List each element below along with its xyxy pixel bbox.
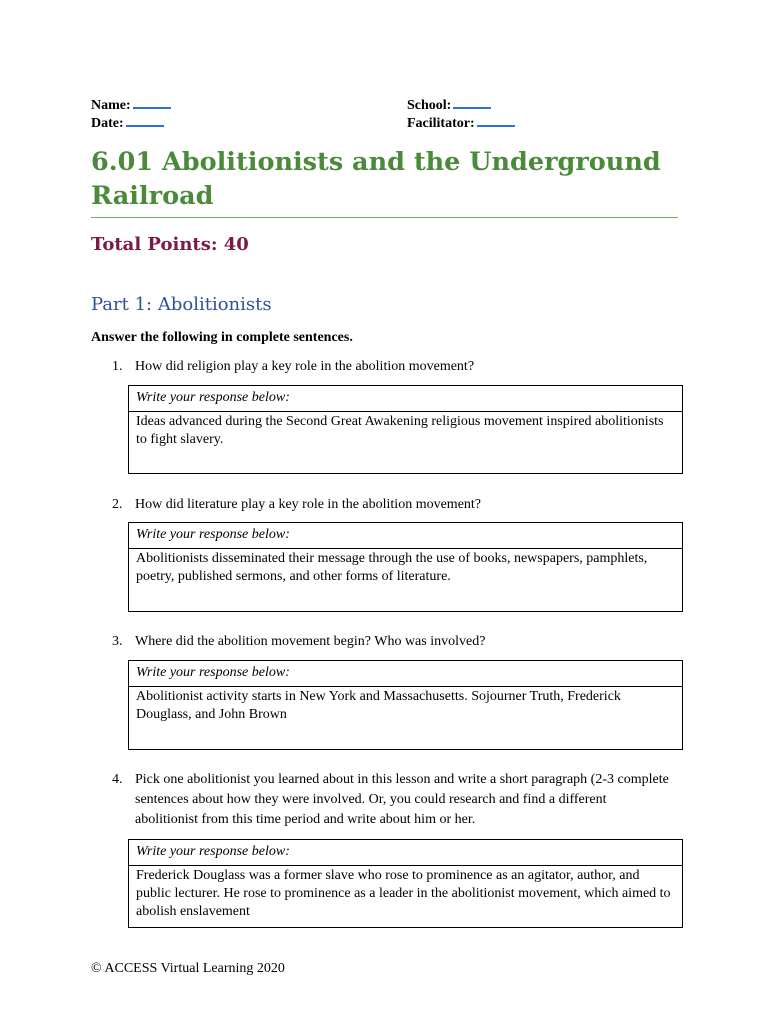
response-answer[interactable]: Frederick Douglass was a former slave who rose to prominence as an agitator, author, and public lecturer. He rose to prominence as a leader in the abolitionist movement, which aimed to abolish enslavement [136,868,671,919]
response-box-2[interactable] [128,522,683,612]
response-prompt: Write your response below: [129,661,682,687]
question-3 [112,632,672,652]
response-answer[interactable]: Abolitionist activity starts in New York and Massachusetts. Sojourner Truth, Frederick Douglass, and John Brown [136,689,621,722]
question-4 [112,770,672,830]
question-1 [112,357,672,377]
name-label: Name: [91,98,131,113]
question-text: How did literature play a key role in the abolition movement? [135,497,482,512]
response-answer[interactable]: Ideas advanced during the Second Great Awakening religious movement inspired abolitionists to fight slavery. [136,414,664,447]
question-number: 2. [112,497,123,512]
response-box-4[interactable] [128,839,683,928]
total-points: Total Points: 40 [91,234,249,255]
date-blank[interactable] [126,113,164,127]
school-label: School: [407,98,452,113]
name-blank[interactable] [133,95,171,109]
name-field[interactable] [91,95,171,114]
response-box-3[interactable] [128,660,683,750]
response-answer[interactable]: Abolitionists disseminated their message through the use of books, newspapers, pamphlets, poetry, published sermons, and other forms of literature. [136,551,648,584]
date-field[interactable] [91,113,164,132]
response-box-1[interactable] [128,385,683,474]
facilitator-blank[interactable] [477,113,515,127]
facilitator-field[interactable] [407,113,515,132]
page-title: 6.01 Abolitionists and the Underground Railroad [91,147,661,211]
school-blank[interactable] [453,95,491,109]
school-field[interactable] [407,95,491,114]
title-divider [91,217,678,218]
question-number: 4. [112,772,123,787]
question-number: 1. [112,359,123,374]
question-text: Where did the abolition movement begin? Who was involved? [135,634,486,649]
question-number: 3. [112,634,123,649]
question-text: Pick one abolitionist you learned about in this lesson and write a short paragraph (2-3 complete sentences about how they were involved. Or, you could research and find a different abolitionist from this time period and write about him or her. [135,772,669,827]
facilitator-label: Facilitator: [407,116,475,131]
instructions: Answer the following in complete sentences. [91,330,353,345]
response-prompt: Write your response below: [129,523,682,549]
response-prompt: Write your response below: [129,840,682,866]
question-text: How did religion play a key role in the abolition movement? [135,359,475,374]
question-2 [112,495,672,515]
footer-copyright: © ACCESS Virtual Learning 2020 [91,961,285,976]
part-heading: Part 1: Abolitionists [91,294,272,315]
response-prompt: Write your response below: [129,386,682,412]
date-label: Date: [91,116,124,131]
